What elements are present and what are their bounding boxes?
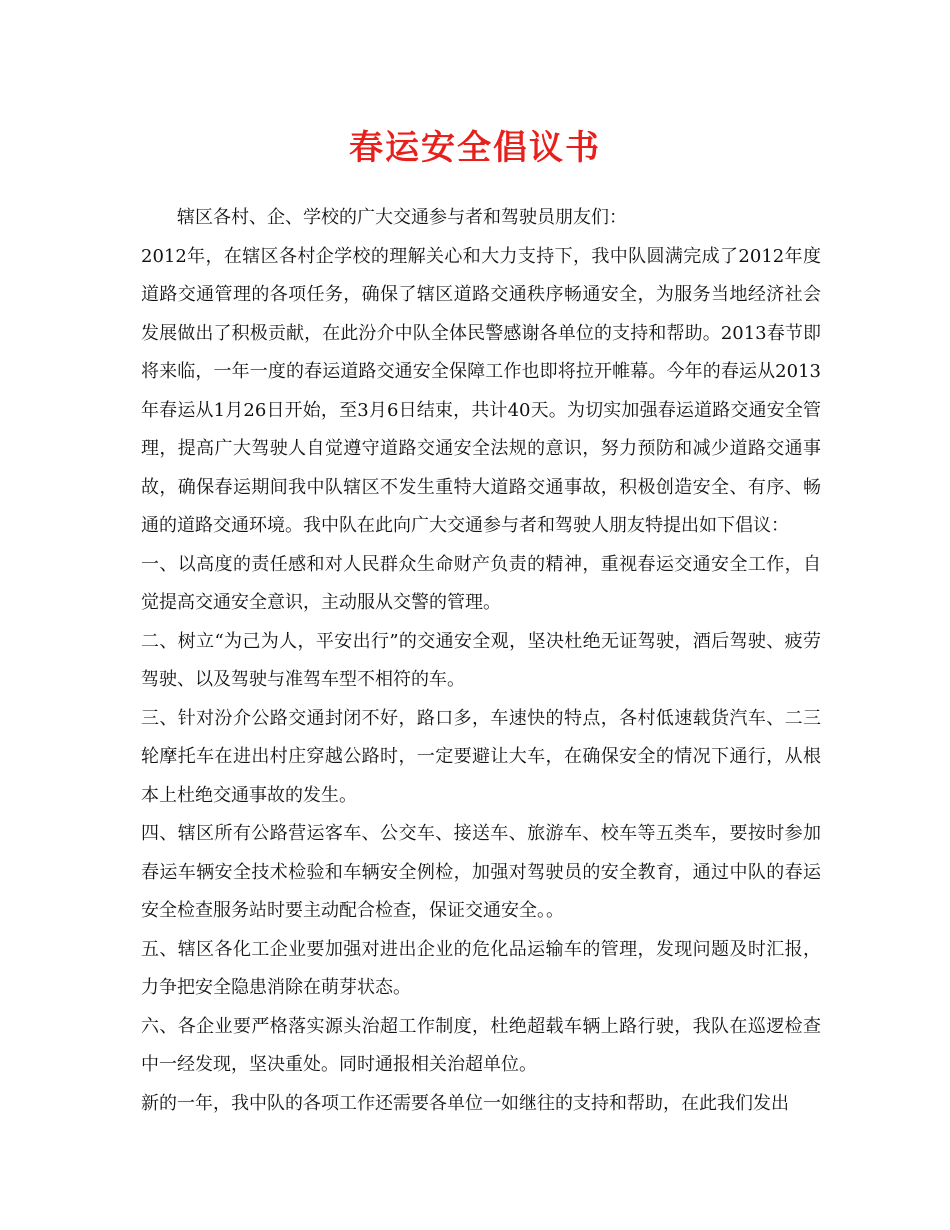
proposal-item-5: 五、辖区各化工企业要加强对进出企业的危化品运输车的管理，发现问题及时汇报，力争把安全隐患消除在萌芽状态。 <box>141 938 821 998</box>
proposal-item-3: 三、针对汾介公路交通封闭不好，路口多，车速快的特点，各村低速载货汽车、二三轮摩托车在进出村庄穿越公路时，一定要避让大车，在确保安全的情况下通行，从根本上杜绝交通事故的发生。 <box>141 707 821 806</box>
proposal-item-6: 六、各企业要严格落实源头治超工作制度，杜绝超载车辆上路行驶，我队在巡逻检查中一经发现，坚决重处。同时通报相关治超单位。 <box>141 1015 821 1075</box>
proposal-item-4: 四、辖区所有公路营运客车、公交车、接送车、旅游车、校车等五类车，要按时参加春运车辆安全技术检验和车辆安全例检，加强对驾驶员的安全教育，通过中队的春运安全检查服务站时要主动配合检查，保证交通安全。。 <box>141 823 821 921</box>
document-title: 春运安全倡议书 <box>349 128 601 168</box>
document-body <box>141 199 821 1123</box>
intro-paragraph: 2012年，在辖区各村企学校的理解关心和大力支持下，我中队圆满完成了2012年度道路交通管理的各项任务，确保了辖区道路交通秩序畅通安全，为服务当地经济社会发展做出了积极贡献，在此汾介中队全体民警感谢各单位的支持和帮助。2013春节即将来临，一年一度的春运道路交通安全保障工作也即将拉开帷幕。今年的春运从2013年春运从1月26日开始，至3月6日结束，共计40天。为切实加强春运道路交通安全管理，提高广大驾驶人自觉遵守道路交通安全法规的意识，努力预防和减少道路交通事故，确保春运期间我中队辖区不发生重特大道路交通事故，积极创造安全、有序、畅通的道路交通环境。我中队在此向广大交通参与者和驾驶人朋友特提出如下倡议： <box>141 245 821 536</box>
proposal-item-1: 一、以高度的责任感和对人民群众生命财产负责的精神，重视春运交通安全工作，自觉提高交通安全意识，主动服从交警的管理。 <box>141 553 821 613</box>
salutation: 辖区各村、企、学校的广大交通参与者和驾驶员朋友们： <box>177 207 627 228</box>
proposal-item-2: 二、树立“为己为人，平安出行”的交通安全观，坚决杜绝无证驾驶，酒后驾驶、疲劳驾驶、以及驾驶与准驾车型不相符的车。 <box>141 630 821 690</box>
closing-paragraph: 新的一年，我中队的各项工作还需要各单位一如继往的支持和帮助，在此我们发出 <box>141 1092 789 1114</box>
